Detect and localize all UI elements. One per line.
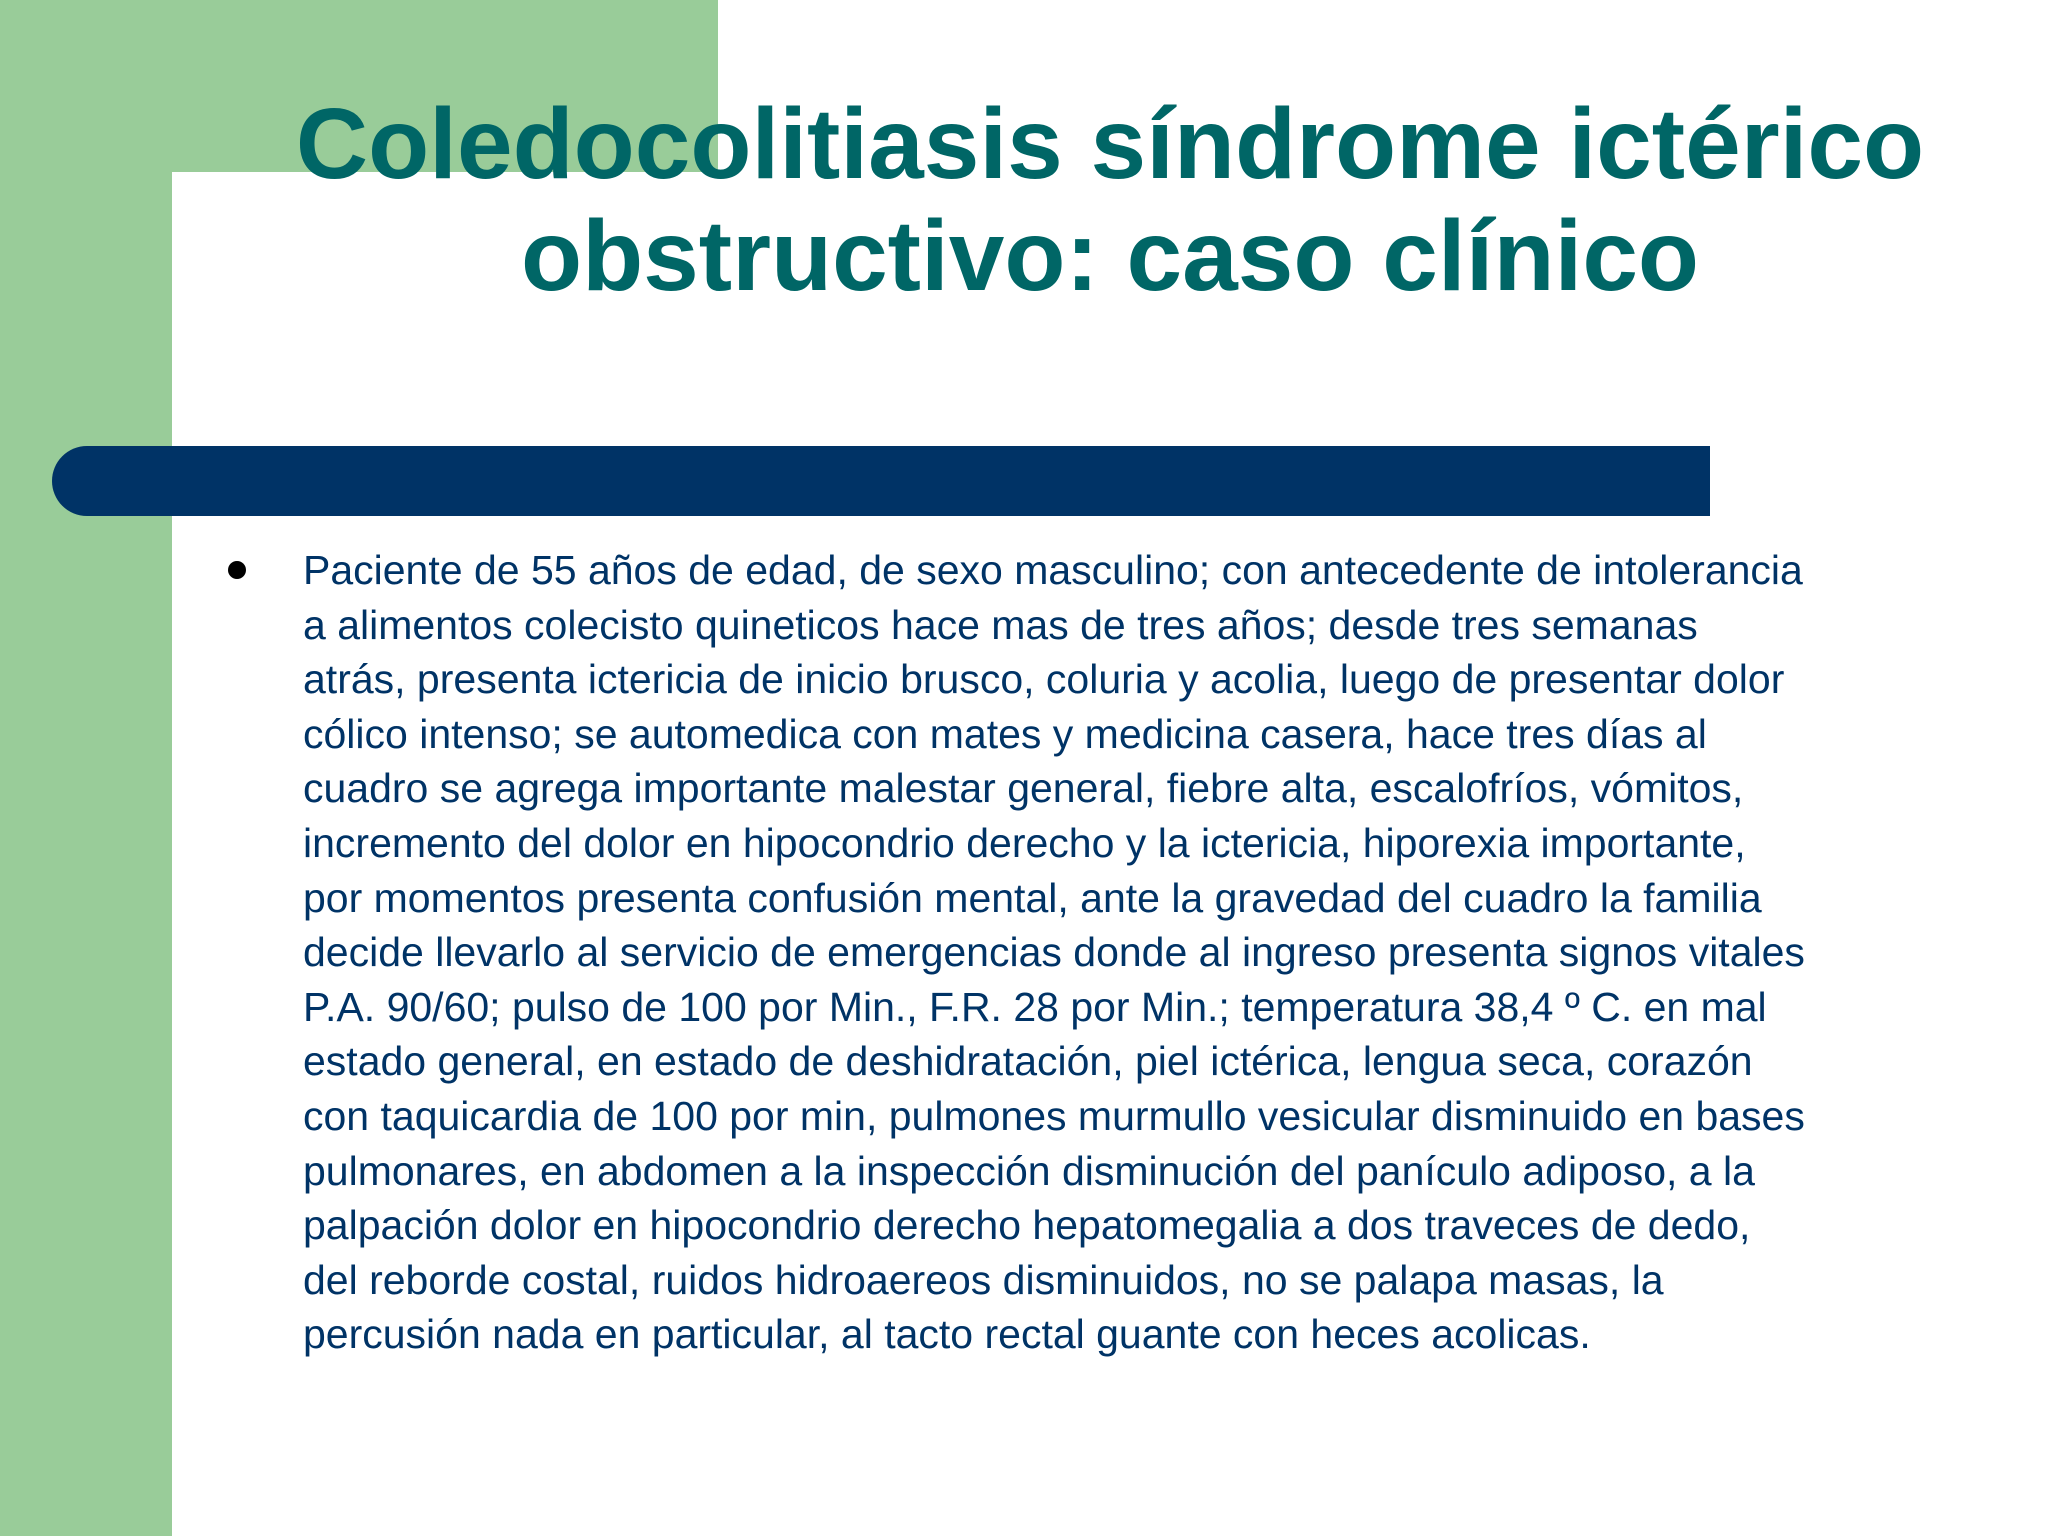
case-description-line: pulmonares, en abdomen a la inspección disminución del panículo adiposo, a la	[303, 1147, 1755, 1194]
case-description-line: por momentos presenta confusión mental, ante la gravedad del cuadro la familia	[303, 874, 1762, 921]
case-description-line: Paciente de 55 años de edad, de sexo masculino; con antecedente de intolerancia	[303, 547, 1803, 593]
case-description-line: a alimentos colecisto quineticos hace mas de tres años; desde tres semanas	[303, 601, 1698, 648]
case-description-line: decide llevarlo al servicio de emergencias donde al ingreso presenta signos vitales	[303, 929, 1805, 976]
case-description-line: cólico intenso; se automedica con mates y medicina casera, hace tres días al	[303, 710, 1707, 757]
case-description-line: estado general, en estado de deshidratación, piel ictérica, lengua seca, corazón	[303, 1038, 1753, 1085]
case-description-line: percusión nada en particular, al tacto rectal guante con heces acolicas.	[303, 1311, 1591, 1358]
case-description-line: incremento del dolor en hipocondrio derecho y la ictericia, hiporexia importante,	[303, 819, 1746, 866]
case-description-line: con taquicardia de 100 por min, pulmones murmullo vesicular disminuido en bases	[303, 1092, 1805, 1139]
case-description-line: cuadro se agrega importante malestar general, fiebre alta, escalofríos, vómitos,	[303, 765, 1744, 812]
title-divider-bar	[52, 446, 1710, 516]
case-description-line: palpación dolor en hipocondrio derecho hepatomegalia a dos traveces de dedo,	[303, 1202, 1751, 1249]
green-side-band	[0, 0, 172, 1536]
case-description	[303, 543, 1993, 1362]
case-description-line: del reborde costal, ruidos hidroaereos disminuidos, no se palapa masas, la	[303, 1256, 1664, 1303]
case-description-line: P.A. 90/60; pulso de 100 por Min., F.R. 28 por Min.; temperatura 38,4 º C. en mal	[303, 983, 1767, 1030]
bullet-icon	[228, 561, 246, 579]
slide-title-line: Coledocolitiasis síndrome ictérico	[295, 88, 1925, 200]
case-description-line: atrás, presenta ictericia de inicio brusco, coluria y acolia, luego de presentar dolor	[303, 656, 1785, 703]
slide-title-line: obstructivo: caso clínico	[520, 200, 1700, 312]
slide-title	[172, 88, 2048, 312]
